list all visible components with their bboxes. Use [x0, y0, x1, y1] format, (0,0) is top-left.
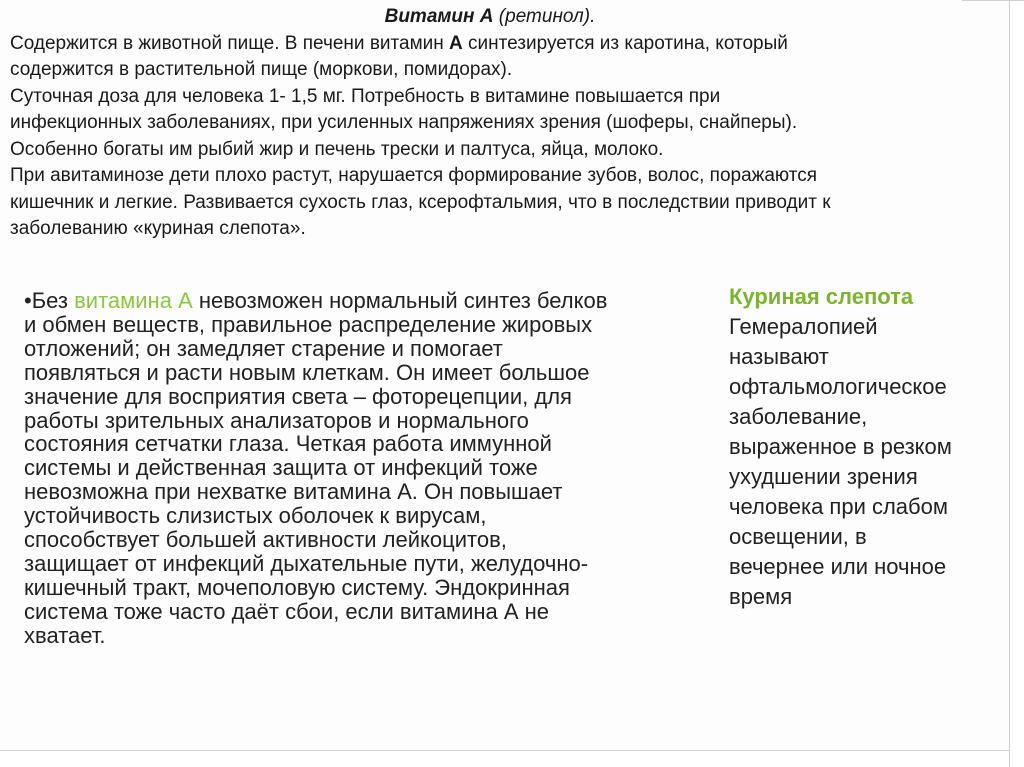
- slide-frame-right: [1009, 0, 1010, 767]
- night-blindness-line: выраженное в резком: [729, 434, 952, 459]
- bullet-line: появляться и расти новым клеткам. Он имеет большое: [24, 359, 590, 385]
- intro-line: [10, 216, 1000, 243]
- intro-line-text: Особенно богаты им рыбий жир и печень трески и палтуса, яйца, молоко.: [10, 138, 664, 160]
- night-blindness-line: время: [729, 584, 793, 609]
- night-blindness-line: Гемералопией: [729, 314, 878, 339]
- intro-line-text: кишечник и легкие. Развивается сухость глаз, ксерофтальмия, что в последствии приводит к: [10, 191, 831, 213]
- bullet-line: отложений; он замедляет старение и помогает: [24, 335, 503, 361]
- intro-title-rest: (ретинол).: [493, 6, 596, 27]
- intro-line-text: Содержится в животной пище. В печени витамин: [10, 32, 450, 54]
- night-blindness-line: освещении, в: [729, 524, 867, 549]
- bullet-text: невозможен нормальный синтез белков: [192, 288, 608, 313]
- intro-line: [10, 163, 1000, 190]
- intro-title: [10, 4, 1000, 31]
- night-blindness-line: называют: [729, 344, 829, 369]
- bullet-line: состояния сетчатки глаза. Четкая работа иммунной: [24, 431, 552, 457]
- bullet-line: [24, 289, 714, 313]
- bullet-line: хватает.: [24, 622, 106, 648]
- intro-line: [10, 31, 1000, 58]
- slide-frame-bottom: [0, 750, 1010, 751]
- intro-line: [10, 190, 1000, 217]
- bullet-line: кишечный тракт, мочеполовую систему. Эндокринная: [24, 574, 570, 600]
- night-blindness-column: [729, 282, 999, 612]
- bullet-line: работы зрительных анализаторов и нормального: [24, 407, 529, 433]
- intro-block: [10, 4, 1000, 243]
- intro-line-text: синтезируется из каротина, который: [462, 32, 788, 54]
- bullet-line: и обмен веществ, правильное распределение жировых: [24, 311, 593, 337]
- intro-line: [10, 137, 1000, 164]
- night-blindness-title: Куриная слепота: [729, 284, 914, 309]
- night-blindness-line: человека при слабом: [729, 494, 949, 519]
- bullet-line: система тоже часто даёт сбои, если витамина А не: [24, 598, 550, 624]
- night-blindness-line: офтальмологическое: [729, 374, 947, 399]
- bullet-line: защищает от инфекций дыхательные пути, желудочно-: [24, 550, 589, 576]
- bullet-line: невозможна при нехватке витамина А. Он повышает: [24, 479, 563, 505]
- bullet-highlight: витамина А: [74, 288, 193, 313]
- intro-line-text: заболеванию «куриная слепота».: [10, 218, 306, 239]
- bullet-line: значение для восприятия света – фоторецепции, для: [24, 383, 572, 409]
- intro-line-text: Суточная доза для человека 1- 1,5 мг. Потребность в витамине повышается при: [10, 85, 721, 107]
- slide-frame-top: [962, 0, 1024, 1]
- intro-line: [10, 84, 1000, 111]
- night-blindness-line: ухудшении зрения: [729, 464, 918, 489]
- vitamin-a-bullet: [24, 289, 714, 648]
- intro-line-bold: А: [449, 32, 463, 54]
- night-blindness-line: вечернее или ночное: [729, 554, 947, 579]
- bullet-line: системы и действенная защита от инфекций тоже: [24, 455, 538, 481]
- bullet-text: •Без: [24, 288, 75, 313]
- bullet-line: устойчивость слизистых оболочек к вирусам,: [24, 503, 487, 529]
- intro-line-text: инфекционных заболеваниях, при усиленных напряжениях зрения (шоферы, снайперы).: [10, 112, 798, 133]
- night-blindness-line: заболевание,: [729, 404, 868, 429]
- intro-line-text: При авитаминозе дети плохо растут, нарушается формирование зубов, волос, поражаются: [10, 165, 818, 186]
- intro-title-bold: Витамин А: [384, 6, 494, 27]
- bullet-line: способствует большей активности лейкоцитов,: [24, 527, 507, 553]
- intro-line: [10, 57, 1000, 84]
- intro-line: [10, 110, 1000, 137]
- intro-line-text: содержится в растительной пище (моркови, помидорах).: [10, 59, 513, 80]
